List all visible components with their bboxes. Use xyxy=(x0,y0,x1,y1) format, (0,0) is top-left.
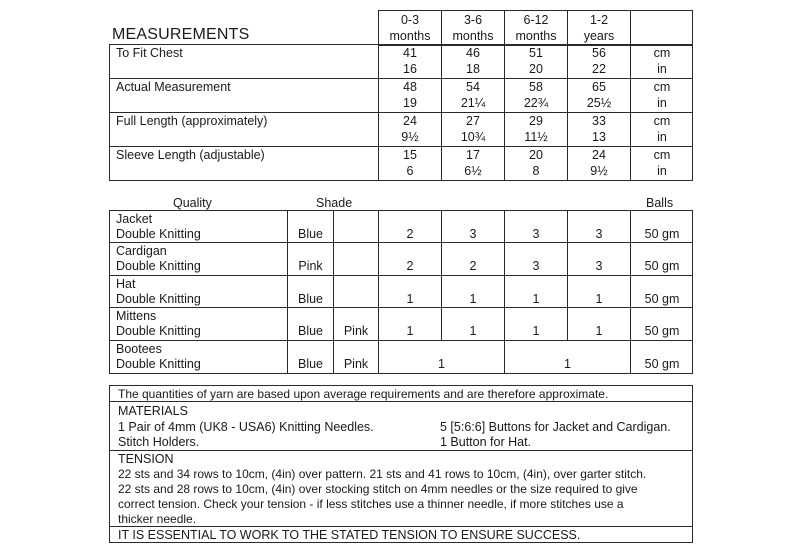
measurement-value-in: 16 xyxy=(403,62,417,76)
measurement-value-in: 22¾ xyxy=(523,96,549,110)
measurement-value-cm: 51 xyxy=(529,46,543,60)
ball-count: 1 xyxy=(532,324,540,338)
measurement-value-cm: 46 xyxy=(466,46,480,60)
ball-count: 2 xyxy=(406,227,414,241)
ball-count: 2 xyxy=(469,259,477,273)
ball-count: 3 xyxy=(469,227,477,241)
material-item: 1 Pair of 4mm (UK8 - USA6) Knitting Needles. xyxy=(118,420,374,434)
garment-name: Hat xyxy=(116,277,136,291)
measurement-value-in: 8 xyxy=(532,164,540,178)
ball-weight: 50 gm xyxy=(644,259,680,273)
ball-count: 1 xyxy=(469,324,477,338)
measurements-title: MEASUREMENTS xyxy=(112,26,250,43)
unit-label: cm xyxy=(653,114,671,128)
shade-secondary: Pink xyxy=(343,357,369,371)
size-header-line1: 1-2 xyxy=(589,13,609,27)
tension-line: 22 sts and 28 rows to 10cm, (4in) over stocking stitch on 4mm needles or the size required to give xyxy=(118,482,638,496)
tension-line: 22 sts and 34 rows to 10cm, (4in) over pattern. 21 sts and 41 rows to 10cm, (4in), over garter stitch. xyxy=(118,467,647,481)
measurement-label: Actual Measurement xyxy=(116,80,231,94)
measurement-label: To Fit Chest xyxy=(116,46,183,60)
measurement-value-cm: 56 xyxy=(592,46,606,60)
measurement-value-cm: 24 xyxy=(592,148,606,162)
size-header-line2: years xyxy=(583,29,615,43)
material-item: Stitch Holders. xyxy=(118,435,200,449)
measurement-value-cm: 17 xyxy=(466,148,480,162)
ball-count: 1 xyxy=(532,292,540,306)
material-item: 1 Button for Hat. xyxy=(440,435,532,449)
shade-primary: Blue xyxy=(297,292,324,306)
shade-header: Shade xyxy=(316,196,353,210)
ball-weight: 50 gm xyxy=(644,357,680,371)
tension-line: thicker needle. xyxy=(118,512,197,526)
ball-weight: 50 gm xyxy=(644,227,680,241)
garment-name: Mittens xyxy=(116,309,157,323)
divider xyxy=(109,340,693,341)
garment-name: Bootees xyxy=(116,342,162,356)
divider xyxy=(109,450,693,451)
measurement-value-in: 6 xyxy=(406,164,414,178)
measurement-label: Sleeve Length (adjustable) xyxy=(116,148,265,162)
material-item: 5 [5:6:6] Buttons for Jacket and Cardigan. xyxy=(440,420,671,434)
divider xyxy=(109,242,693,243)
unit-label: in xyxy=(657,164,667,178)
ball-weight: 50 gm xyxy=(644,324,680,338)
ball-count: 3 xyxy=(595,259,603,273)
measurement-value-cm: 27 xyxy=(466,114,480,128)
measurement-value-in: 9½ xyxy=(401,130,419,144)
materials-title: MATERIALS xyxy=(118,404,188,418)
measurement-label: Full Length (approximately) xyxy=(116,114,268,128)
measurement-value-cm: 29 xyxy=(529,114,543,128)
measurement-value-in: 13 xyxy=(592,130,606,144)
measurement-value-in: 19 xyxy=(403,96,417,110)
measurement-value-cm: 33 xyxy=(592,114,606,128)
balls-header: Balls xyxy=(646,196,674,210)
measurement-value-in: 20 xyxy=(529,62,543,76)
tension-line: correct tension. Check your tension - if less stitches use a thinner needle, if more stitches use a xyxy=(118,497,624,511)
ball-count: 1 xyxy=(595,324,603,338)
tension-title: TENSION xyxy=(118,452,174,466)
essential-note: IT IS ESSENTIAL TO WORK TO THE STATED TENSION TO ENSURE SUCCESS. xyxy=(118,528,581,542)
quality-header: Quality xyxy=(173,196,212,210)
size-header-line2: months xyxy=(452,29,494,43)
shade-primary: Pink xyxy=(298,259,323,273)
measurement-value-in: 22 xyxy=(592,62,606,76)
measurement-value-in: 25½ xyxy=(586,96,612,110)
shade-secondary: Pink xyxy=(343,324,369,338)
notes-outer-box xyxy=(109,385,693,543)
measurement-value-in: 10¾ xyxy=(460,130,486,144)
measurement-value-in: 18 xyxy=(466,62,480,76)
garment-name: Jacket xyxy=(116,212,153,226)
measurement-value-cm: 58 xyxy=(529,80,543,94)
measurement-value-cm: 65 xyxy=(592,80,606,94)
ball-count: 1 xyxy=(406,292,414,306)
measurement-value-in: 11½ xyxy=(524,130,548,144)
ball-count: 1 xyxy=(564,357,571,371)
measurement-value-cm: 54 xyxy=(466,80,480,94)
yarn-quality: Double Knitting xyxy=(116,324,201,338)
measurement-value-cm: 20 xyxy=(529,148,543,162)
divider xyxy=(333,210,334,374)
unit-label: in xyxy=(657,96,667,110)
yarn-quality: Double Knitting xyxy=(116,259,201,273)
measurement-value-in: 21¼ xyxy=(460,96,486,110)
unit-label: cm xyxy=(653,148,671,162)
size-header-line1: 3-6 xyxy=(463,13,483,27)
yarn-quality: Double Knitting xyxy=(116,292,201,306)
size-header-line1: 0-3 xyxy=(400,13,420,27)
unit-label: in xyxy=(657,62,667,76)
ball-count: 3 xyxy=(532,227,540,241)
unit-label: cm xyxy=(653,80,671,94)
ball-count: 1 xyxy=(469,292,477,306)
measurement-value-cm: 15 xyxy=(403,148,417,162)
divider xyxy=(109,307,693,308)
ball-count: 3 xyxy=(595,227,603,241)
divider xyxy=(109,275,693,276)
ball-weight: 50 gm xyxy=(644,292,680,306)
ball-count: 2 xyxy=(406,259,414,273)
ball-count: 3 xyxy=(532,259,540,273)
measurement-value-cm: 24 xyxy=(403,114,417,128)
shade-primary: Blue xyxy=(297,227,324,241)
size-header-line2: months xyxy=(515,29,557,43)
yarn-quality: Double Knitting xyxy=(116,227,201,241)
yarn-quality: Double Knitting xyxy=(116,357,201,371)
measurement-value-in: 6½ xyxy=(464,164,482,178)
unit-label: in xyxy=(657,130,667,144)
measurement-value-in: 9½ xyxy=(590,164,608,178)
measurement-value-cm: 48 xyxy=(403,80,417,94)
ball-count: 1 xyxy=(438,357,445,371)
shade-primary: Blue xyxy=(297,357,324,371)
garment-name: Cardigan xyxy=(116,244,167,258)
measurement-value-cm: 41 xyxy=(403,46,417,60)
shade-primary: Blue xyxy=(297,324,324,338)
ball-count: 1 xyxy=(595,292,603,306)
ball-count: 1 xyxy=(406,324,414,338)
quantities-note: The quantities of yarn are based upon average requirements and are therefore approximate. xyxy=(118,387,609,401)
size-header-line1: 6-12 xyxy=(523,13,549,27)
size-header-line2: months xyxy=(389,29,431,43)
unit-label: cm xyxy=(653,46,671,60)
